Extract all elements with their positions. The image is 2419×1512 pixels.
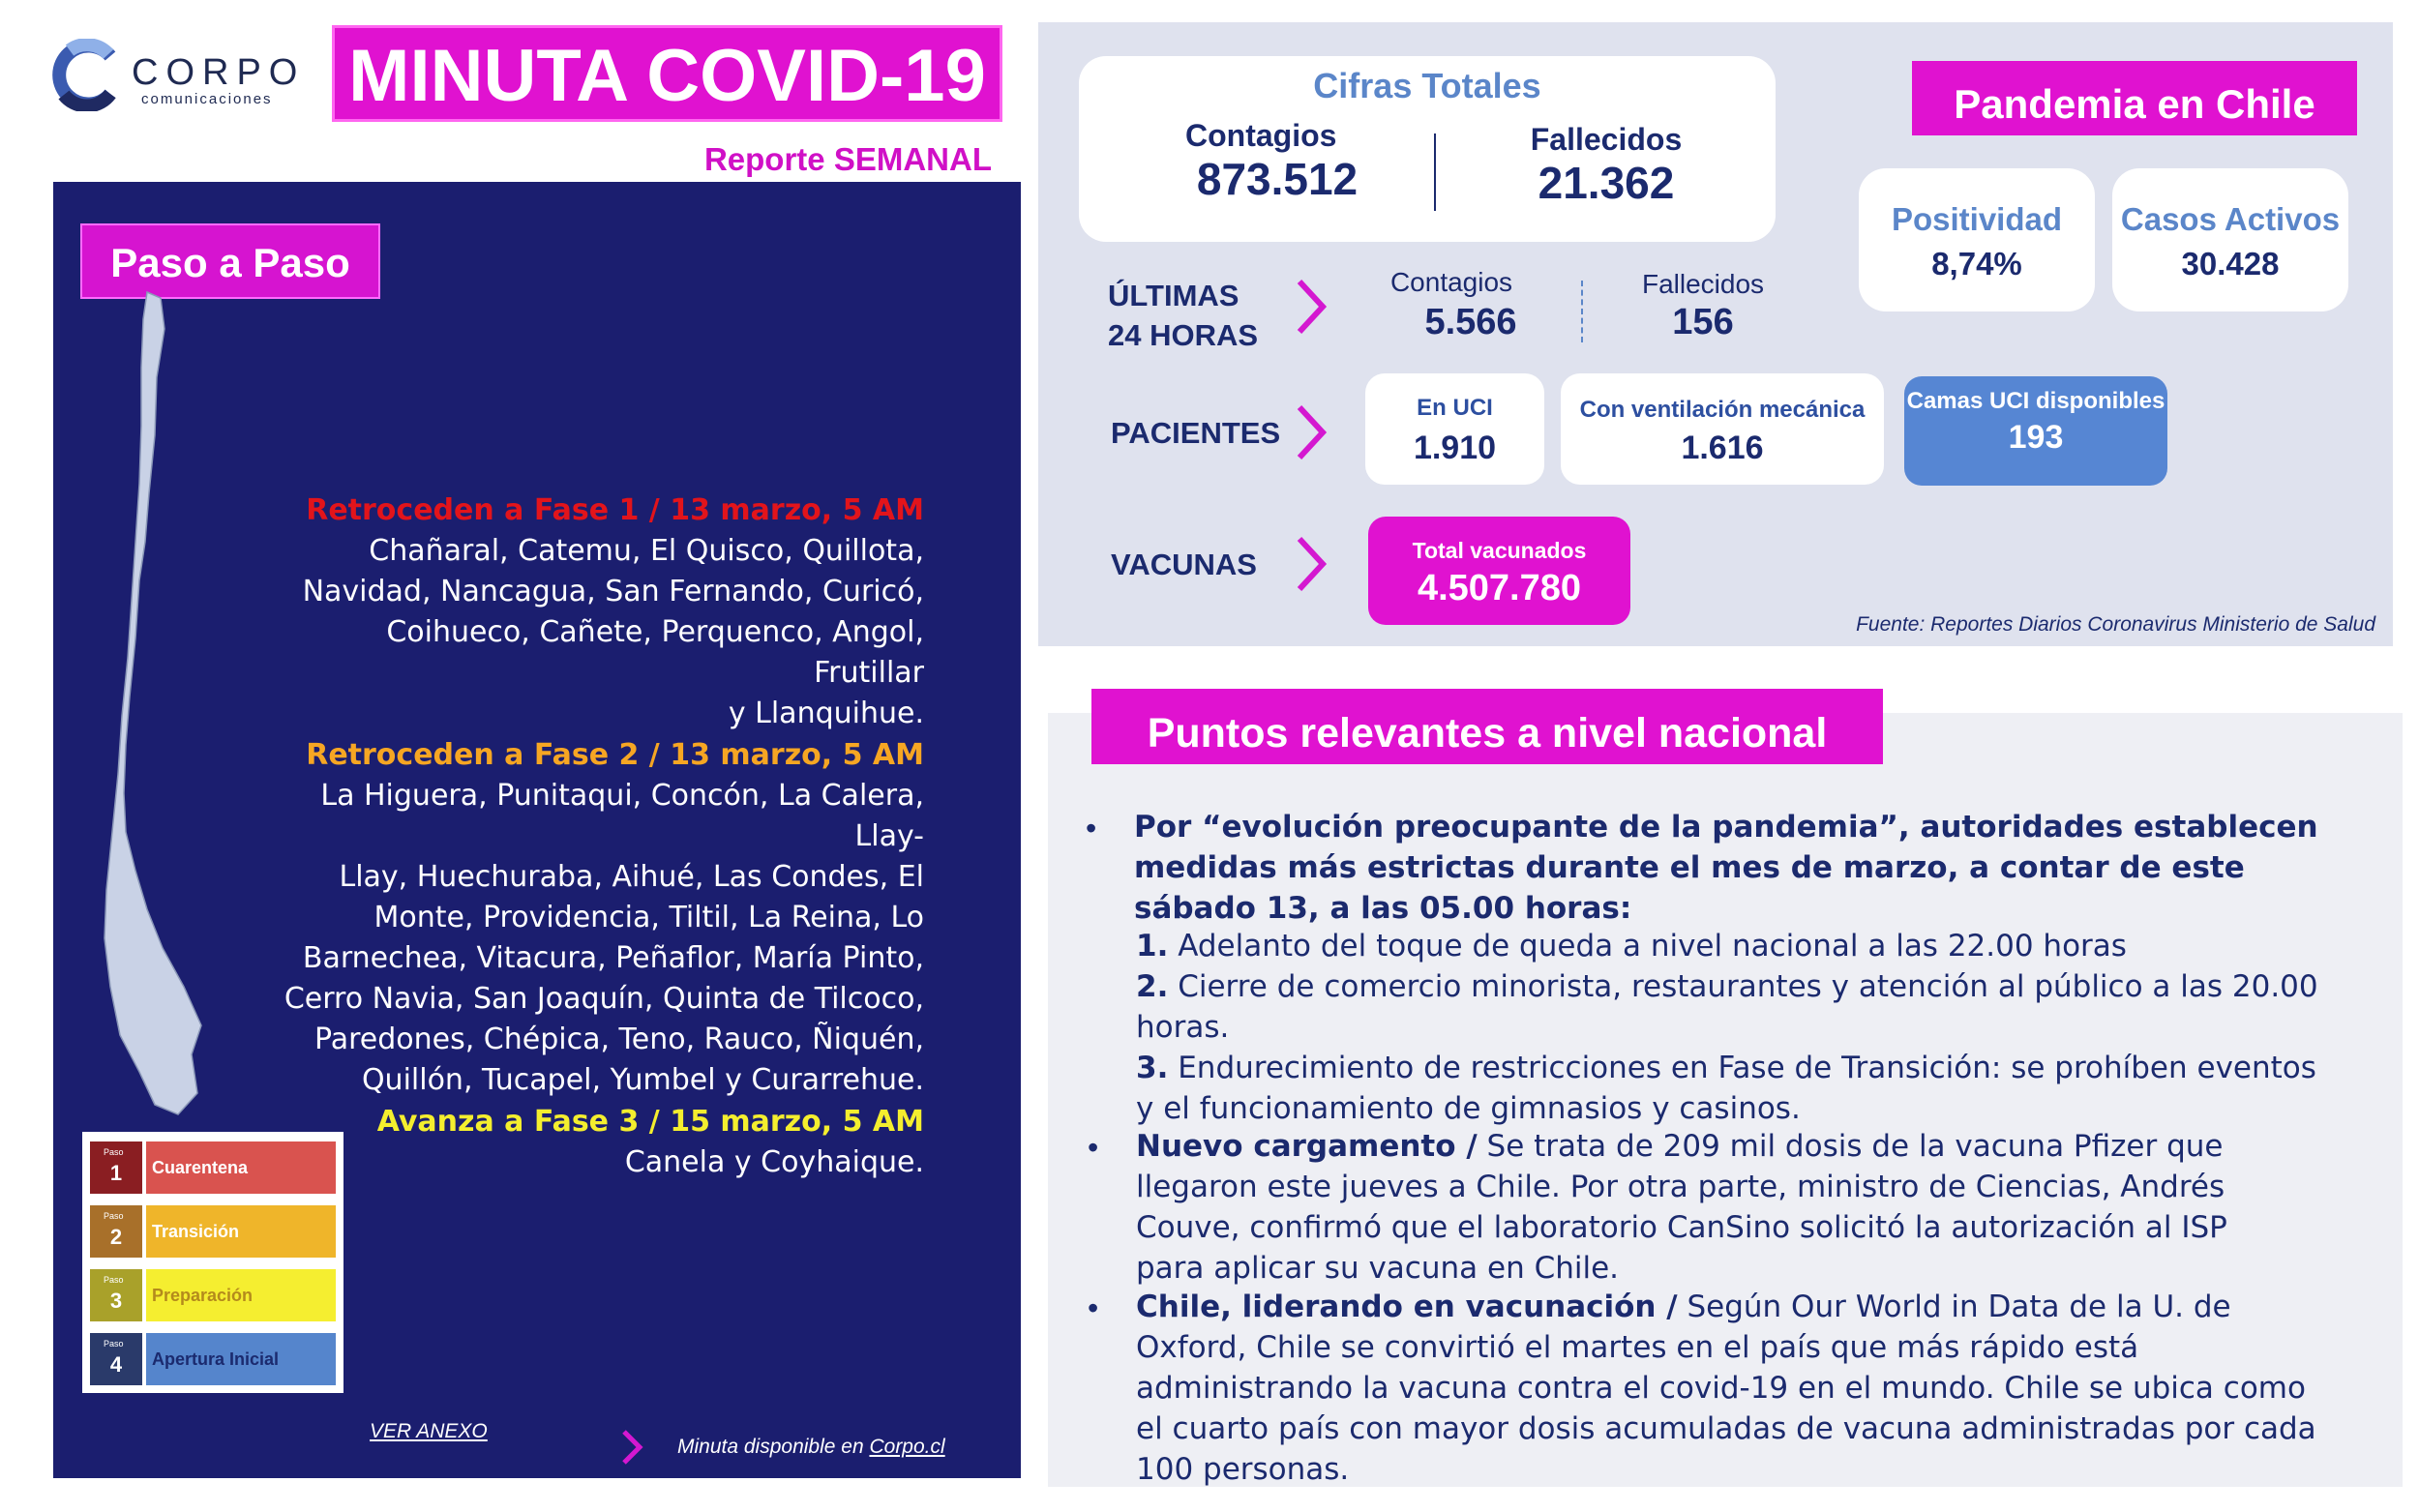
fuente-text: Fuente: Reportes Diarios Coronavirus Ministerio de Salud xyxy=(1856,613,2375,636)
phase-1-line: Navidad, Nancagua, San Fernando, Curicó, xyxy=(302,575,924,608)
phase-3-block xyxy=(281,1105,924,1183)
legend-step-number: Paso 4 xyxy=(90,1333,142,1385)
ventilacion-card xyxy=(1561,373,1884,485)
bullet: • xyxy=(1088,1130,1099,1165)
ventilacion-value: 1.616 xyxy=(1681,430,1764,466)
legend-label: Apertura Inicial xyxy=(146,1333,336,1385)
fallecidos-total-label: Fallecidos xyxy=(1530,122,1683,157)
legend-item-transicion xyxy=(90,1205,336,1258)
corpo-logo-icon xyxy=(50,39,123,111)
page-title: MINUTA COVID-19 xyxy=(332,25,1002,122)
chevron-right-icon xyxy=(1292,278,1330,336)
positividad-card xyxy=(1859,168,2095,311)
punto-2-text: Nuevo cargamento / Se trata de 209 mil dosis de la vacuna Pfizer que llegaron este jueves a Chile. Por otra parte, ministro de Ciencias, Andrés Couve, confirmó que el laboratorio CanSino solicitó la autorización al ISP para aplicar su vacuna en Chile. xyxy=(1136,1129,2227,1286)
phase-1-block xyxy=(281,493,924,734)
positividad-value: 8,74% xyxy=(1931,246,2022,282)
total-vacunados-value: 4.507.780 xyxy=(1417,568,1582,608)
contagios-total-label: Contagios xyxy=(1185,118,1337,153)
camas-uci-value: 193 xyxy=(2008,419,2064,456)
en-uci-label: En UCI xyxy=(1417,395,1493,421)
ultimas-contagios-value: 5.566 xyxy=(1424,302,1517,342)
camas-uci-label: Camas UCI disponibles xyxy=(1906,388,2165,414)
bullet: • xyxy=(1086,811,1097,845)
pacientes-label: PACIENTES xyxy=(1111,416,1281,450)
legend-label: Cuarentena xyxy=(146,1141,336,1194)
ultimas-24-horas-label: ÚLTIMAS 24 HORAS xyxy=(1108,279,1259,352)
phase-2-block xyxy=(281,738,924,1101)
en-uci-card xyxy=(1365,373,1544,485)
positividad-label: Positividad xyxy=(1891,201,2063,237)
casos-activos-card xyxy=(2112,168,2348,311)
ultimas-fallecidos-value: 156 xyxy=(1672,302,1734,342)
phase-1-heading: Retroceden a Fase 1 / 13 marzo, 5 AM xyxy=(306,493,924,527)
phase-2-line: Cerro Navia, San Joaquín, Quinta de Tilcoco, xyxy=(284,982,924,1016)
ultimas-fallecidos-label: Fallecidos xyxy=(1641,269,1765,299)
phase-2-line: Barnechea, Vitacura, Peñaflor, María Pinto, xyxy=(302,941,924,975)
casos-activos-value: 30.428 xyxy=(2181,246,2280,282)
phase-legend xyxy=(82,1132,343,1393)
ver-anexo-link[interactable]: VER ANEXO xyxy=(370,1420,488,1442)
legend-step-number: Paso 2 xyxy=(90,1205,142,1258)
phase-3-heading: Avanza a Fase 3 / 15 marzo, 5 AM xyxy=(376,1105,924,1139)
fallecidos-total-value: 21.362 xyxy=(1538,158,1675,208)
divider xyxy=(1581,281,1583,342)
punto-3-text: Chile, liderando en vacunación / Según Our World in Data de la U. de Oxford, Chile se convirtió el martes en el país que más rápido está administrando la vacuna contra el covid-19 en el mundo. Chile se ubica como el cuarto país con mayor dosis acumuladas de vacuna administradas por cada 100 personas. xyxy=(1136,1290,2316,1487)
vacunas-label: VACUNAS xyxy=(1111,548,1257,581)
total-vacunados-label: Total vacunados xyxy=(1412,538,1587,563)
chevron-right-icon xyxy=(1292,535,1330,593)
logo-wordmark: CORPO xyxy=(132,52,306,93)
phase-2-line: Quillón, Tucapel, Yumbel y Curarrehue. xyxy=(361,1063,924,1097)
legend-step-number: Paso 1 xyxy=(90,1141,142,1194)
ventilacion-label: Con ventilación mecánica xyxy=(1579,397,1866,423)
punto-1-text: Por “evolución preocupante de la pandemia”, autoridades establecen medidas más estrictas durante el mes de marzo, a contar de este sábado 13, a las 05.00 horas: xyxy=(1134,810,2318,926)
phase-2-line: Llay, Huechuraba, Aihué, Las Condes, El xyxy=(339,860,924,894)
medida-item: 3. Endurecimiento de restricciones en Fase de Transición: se prohíben eventos y el funcionamiento de gimnasios y casinos. xyxy=(1136,1051,2316,1126)
legend-label: Transición xyxy=(146,1205,336,1258)
corpo-link[interactable]: Corpo.cl xyxy=(869,1436,945,1458)
camas-uci-card xyxy=(1904,376,2167,486)
legend-step-number: Paso 3 xyxy=(90,1269,142,1321)
phase-2-line: Monte, Providencia, Tiltil, La Reina, Lo xyxy=(373,901,924,934)
report-subtitle: Reporte SEMANAL xyxy=(703,141,992,177)
legend-item-cuarentena xyxy=(90,1141,336,1194)
contagios-total-value: 873.512 xyxy=(1196,154,1359,204)
phase-1-line: Chañaral, Catemu, El Quisco, Quillota, xyxy=(369,534,924,568)
total-vacunados-card xyxy=(1368,517,1630,625)
divider xyxy=(1434,133,1436,211)
minuta-disponible-text: Minuta disponible en Corpo.cl xyxy=(677,1436,945,1458)
chevron-right-icon xyxy=(1292,403,1330,461)
cifras-totales-title: Cifras Totales xyxy=(1313,66,1541,105)
logo-subtitle: comunicaciones xyxy=(141,91,273,107)
legend-item-preparacion xyxy=(90,1269,336,1321)
phase-2-heading: Retroceden a Fase 2 / 13 marzo, 5 AM xyxy=(306,738,924,772)
phase-2-line: La Higuera, Punitaqui, Concón, La Calera, Llay- xyxy=(320,779,924,853)
casos-activos-label: Casos Activos xyxy=(2120,201,2341,237)
puntos-relevantes-title: Puntos relevantes a nivel nacional xyxy=(1091,689,1883,764)
en-uci-value: 1.910 xyxy=(1413,430,1497,466)
phase-1-line: Coihueco, Cañete, Perquenco, Angol, Frutillar xyxy=(386,615,924,690)
ultimas-contagios-label: Contagios xyxy=(1389,267,1513,297)
chile-map-icon xyxy=(97,290,203,1122)
chevron-right-icon xyxy=(620,1428,643,1467)
phase-1-line: y Llanquihue. xyxy=(728,697,924,730)
phase-2-line: Paredones, Chépica, Teno, Rauco, Ñiquén, xyxy=(314,1023,924,1056)
pandemia-en-chile-title: Pandemia en Chile xyxy=(1912,61,2357,135)
phase-3-line: Canela y Coyhaique. xyxy=(624,1145,924,1179)
legend-item-apertura-inicial xyxy=(90,1333,336,1385)
medida-item: 2. Cierre de comercio minorista, restaurantes y atención al público a las 20.00 horas. xyxy=(1136,969,2318,1045)
medidas-list xyxy=(1136,926,2336,1129)
paso-a-paso-title: Paso a Paso xyxy=(80,223,380,299)
medida-item: 1. Adelanto del toque de queda a nivel nacional a las 22.00 horas xyxy=(1136,929,2127,964)
legend-label: Preparación xyxy=(146,1269,336,1321)
bullet: • xyxy=(1088,1290,1099,1325)
